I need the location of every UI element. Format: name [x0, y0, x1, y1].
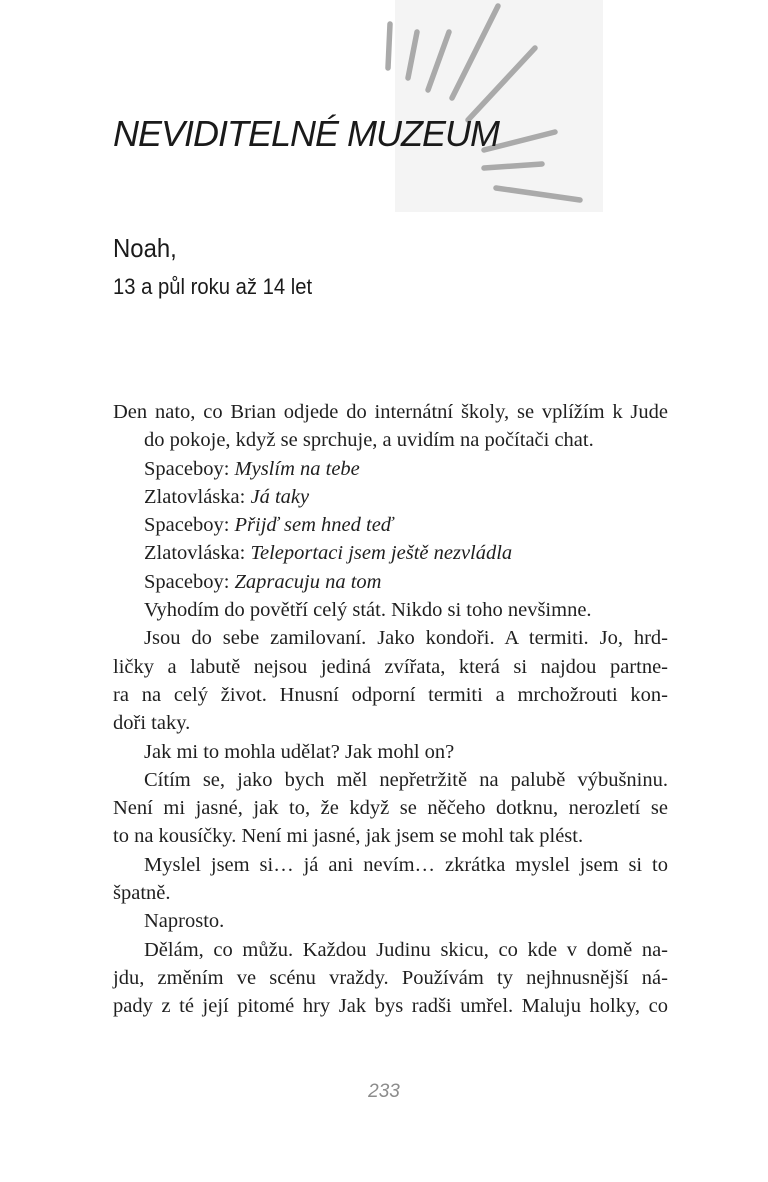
chapter-title: NEVIDITELNÉ MUZEUM [113, 113, 500, 154]
text-line: Jak mi to mohla udělat? Jak mohl on? [144, 740, 455, 763]
text-line: ličky a labutě nejsou jediná zvířata, která si najdou partne- [113, 655, 668, 678]
text-line: Dělám, co můžu. Každou Judinu skicu, co kde v domě na- [144, 938, 668, 961]
text-line: Den nato, co Brian odjede do internátní školy, se vplížím k Jude [113, 401, 668, 423]
narrator-name: Noah, [113, 233, 177, 263]
chat-line [113, 568, 668, 596]
text-line: doři taky. [113, 712, 191, 735]
text-line: Jsou do sebe zamilovaní. Jako kondoři. A termiti. Jo, hrd- [144, 627, 668, 650]
chat-speaker: Spaceboy: [144, 570, 235, 593]
chat-message: Myslím na tebe [234, 457, 360, 480]
text-line: pady z té její pitomé hry Jak bys radši umřel. Maluju holky, co [113, 995, 668, 1018]
chat-line [113, 539, 668, 567]
text-line: to na kousíčky. Není mi jasné, jak jsem se mohl tak plést. [113, 825, 584, 848]
text-line: špatně. [113, 882, 171, 905]
page-number: 233 [368, 1081, 400, 1102]
chat-speaker: Zlatovláska: [144, 542, 251, 565]
text-line: Vyhodím do povětří celý stát. Nikdo si toho nevšimne. [144, 599, 592, 622]
text-line: do pokoje, když se sprchuje, a uvidím na počítači chat. [144, 429, 594, 452]
chat-line [113, 483, 668, 511]
chat-speaker: Spaceboy: [144, 457, 235, 480]
narrator-age: 13 a půl roku až 14 let [113, 274, 313, 299]
chat-speaker: Zlatovláska: [144, 485, 251, 508]
text-line: Naprosto. [144, 910, 225, 933]
text-line: ra na celý život. Hnusní odporní termiti a mrchožrouti kon- [113, 683, 668, 706]
text-line: Není mi jasné, jak to, že když se něčeho dotknu, nerozletí se [113, 797, 668, 820]
chat-message: Teleportaci jsem ještě nezvládla [250, 542, 513, 565]
chat-line [113, 455, 668, 483]
chat-message: Já taky [250, 485, 310, 508]
chat-message: Zapracuju na tom [234, 570, 382, 593]
chat-speaker: Spaceboy: [144, 514, 235, 537]
text-line: Cítím se, jako bych měl nepřetržitě na palubě výbušninu. [144, 768, 668, 791]
chat-line [113, 511, 668, 539]
chapter-body-text [113, 398, 668, 1021]
sunburst-decoration [370, 0, 610, 215]
text-line: Myslel jsem si… já ani nevím… zkrátka myslel jsem si to [144, 853, 668, 876]
text-line: jdu, změním ve scénu vraždy. Používám ty nejhnusnější ná- [113, 966, 668, 989]
chat-message: Přijď sem hned teď [234, 514, 394, 537]
